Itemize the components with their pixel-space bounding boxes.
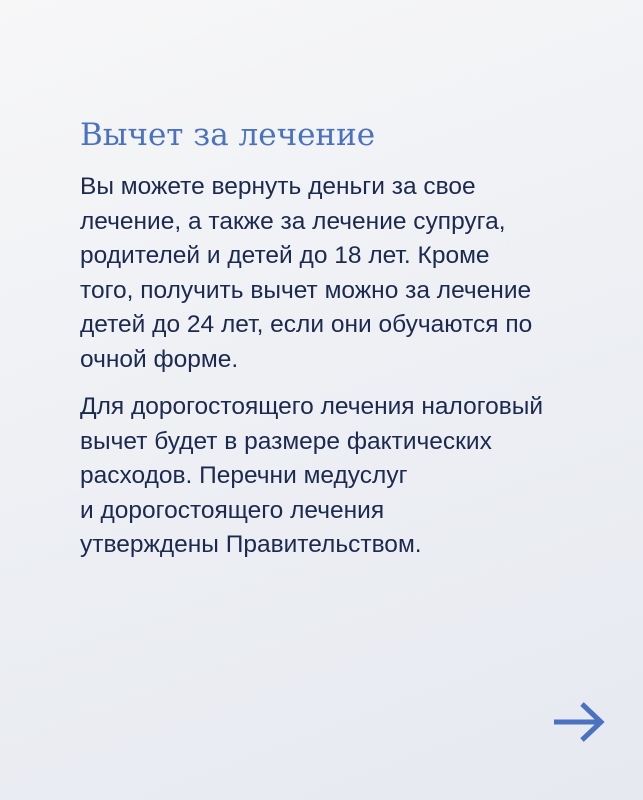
text-line: очной форме.: [80, 345, 239, 373]
slide-title: Вычет за лечение: [80, 117, 376, 153]
next-slide-button[interactable]: [551, 698, 607, 746]
text-line: родителей и детей до 18 лет. Кроме: [80, 242, 490, 269]
text-line: лечение, а также за лечение супруга,: [80, 207, 506, 235]
text-line: и дорогостоящего лечения: [80, 496, 385, 524]
text-line: расходов. Перечни медуслуг: [80, 462, 408, 489]
text-line: вычет будет в размере фактических: [80, 427, 492, 455]
paragraph-treatment-deduction: [80, 170, 625, 377]
arrow-right-icon: [551, 698, 607, 746]
text-line: Для дорогостоящего лечения налоговый: [80, 393, 544, 420]
text-line: детей до 24 лет, если они обучаются по: [80, 311, 533, 338]
text-line: Вы можете вернуть деньги за свое: [80, 173, 476, 200]
paragraph-expensive-treatment: [80, 390, 625, 563]
text-line: того, получить вычет можно за лечение: [80, 276, 532, 304]
slide-body: [80, 170, 625, 563]
text-line: утверждены Правительством.: [80, 531, 422, 558]
